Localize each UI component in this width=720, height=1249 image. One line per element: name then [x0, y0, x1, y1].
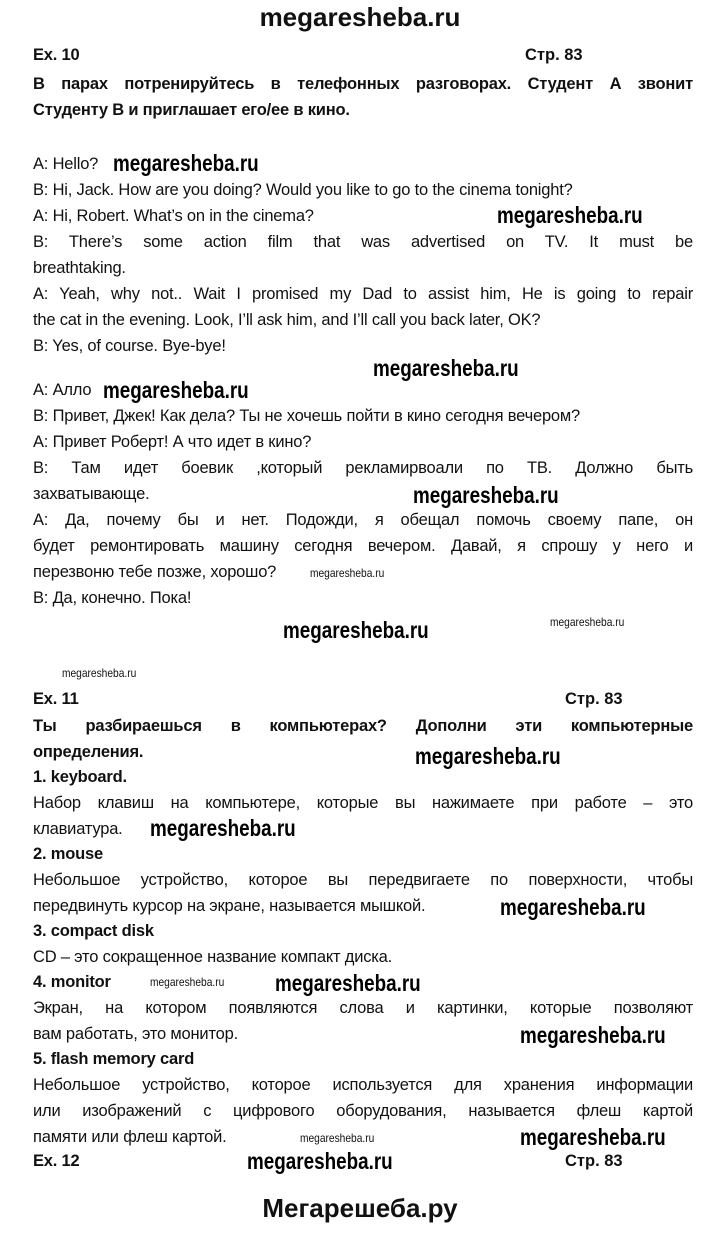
- text-line: клавиатура.: [33, 820, 123, 838]
- heading-line: В парах потренируйтесь в телефонных разговорах. Студент А звонит: [33, 75, 693, 93]
- header-site-title: megaresheba.ru: [259, 2, 461, 32]
- heading-line: 3. compact disk: [33, 922, 154, 940]
- watermark: megaresheba.ru: [283, 617, 429, 643]
- watermark-small: megaresheba.ru: [150, 975, 225, 989]
- heading-line: Ты разбираешься в компьютерах? Дополни эти компьютерные: [33, 717, 693, 735]
- text-line: передвинуть курсор на экране, называется мышкой.: [33, 897, 426, 915]
- text-line: A: Hi, Robert. What’s on in the cinema?: [33, 207, 314, 225]
- text-line: памяти или флеш картой.: [33, 1128, 227, 1146]
- text-line: the cat in the evening. Look, I’ll ask him, and I’ll call you back later, OK?: [33, 311, 541, 329]
- heading-line: Ex. 12: [33, 1152, 80, 1170]
- watermark-small: megaresheba.ru: [550, 615, 625, 629]
- watermark-small: megaresheba.ru: [62, 666, 137, 680]
- text-line: перезвоню тебе позже, хорошо?: [33, 563, 277, 581]
- text-line: B: Hi, Jack. How are you doing? Would you like to go to the cinema tonight?: [33, 181, 573, 199]
- heading-line: 1. keyboard.: [33, 768, 127, 786]
- page-number: Стр. 83: [525, 46, 583, 64]
- text-line: захватывающе.: [33, 485, 150, 503]
- page-number: Стр. 83: [565, 690, 623, 708]
- heading-line: Студенту В и приглашает его/ее в кино.: [33, 101, 350, 119]
- text-line: B: There’s some action film that was advertised on TV. It must be: [33, 233, 693, 251]
- text-line: или изображений с цифрового оборудования, называется флеш картой: [33, 1102, 693, 1120]
- heading-line: 5. flash memory card: [33, 1050, 195, 1068]
- text-line: A: Привет Роберт! А что идет в кино?: [33, 433, 312, 451]
- watermark: megaresheba.ru: [103, 377, 249, 403]
- heading-line: 4. monitor: [33, 973, 111, 991]
- watermark: megaresheba.ru: [520, 1022, 666, 1048]
- text-line: A: Hello?: [33, 155, 99, 173]
- text-line: Небольшое устройство, которое используется для хранения информации: [33, 1076, 693, 1094]
- text-line: B: Yes, of course. Bye-bye!: [33, 337, 226, 355]
- text-line: вам работать, это монитор.: [33, 1025, 238, 1043]
- text-line: будет ремонтировать машину сегодня вечером. Давай, я спрошу у него и: [33, 537, 693, 555]
- text-line: breathtaking.: [33, 259, 126, 277]
- text-line: A: Да, почему бы и нет. Подожди, я обещал помочь своему папе, он: [33, 511, 693, 529]
- watermark: megaresheba.ru: [247, 1148, 393, 1174]
- text-line: CD – это сокращенное название компакт диска.: [33, 948, 393, 966]
- watermark: megaresheba.ru: [500, 894, 646, 920]
- text-line: B: Да, конечно. Пока!: [33, 589, 192, 607]
- watermark: megaresheba.ru: [413, 482, 559, 508]
- watermark: megaresheba.ru: [415, 743, 561, 769]
- text-line: Небольшое устройство, которое вы передвигаете по поверхности, чтобы: [33, 871, 693, 889]
- text-line: A: Yeah, why not.. Wait I promised my Dad to assist him, He is going to repair: [33, 285, 693, 303]
- watermark: megaresheba.ru: [113, 150, 259, 176]
- text-line: Экран, на котором появляются слова и картинки, которые позволяют: [33, 999, 693, 1017]
- heading-line: Ex. 10: [33, 46, 80, 64]
- watermark: megaresheba.ru: [275, 970, 421, 996]
- heading-line: Ex. 11: [33, 690, 79, 708]
- text-line: B: Привет, Джек! Как дела? Ты не хочешь пойти в кино сегодня вечером?: [33, 407, 581, 425]
- text-line: A: Алло: [33, 381, 92, 399]
- watermark-small: megaresheba.ru: [300, 1131, 375, 1145]
- watermark: megaresheba.ru: [150, 815, 296, 841]
- footer-site-title: Мегарешеба.ру: [262, 1193, 458, 1223]
- watermark: megaresheba.ru: [497, 202, 643, 228]
- watermark: megaresheba.ru: [520, 1124, 666, 1150]
- text-line: B: Там идет боевик ,который рекламирвоали по ТВ. Должно быть: [33, 459, 693, 477]
- watermark: megaresheba.ru: [373, 355, 519, 381]
- watermark-small: megaresheba.ru: [310, 566, 385, 580]
- text-line: Набор клавиш на компьютере, которые вы нажимаете при работе – это: [33, 794, 693, 812]
- page-number: Стр. 83: [565, 1152, 623, 1170]
- heading-line: 2. mouse: [33, 845, 103, 863]
- heading-line: определения.: [33, 743, 144, 761]
